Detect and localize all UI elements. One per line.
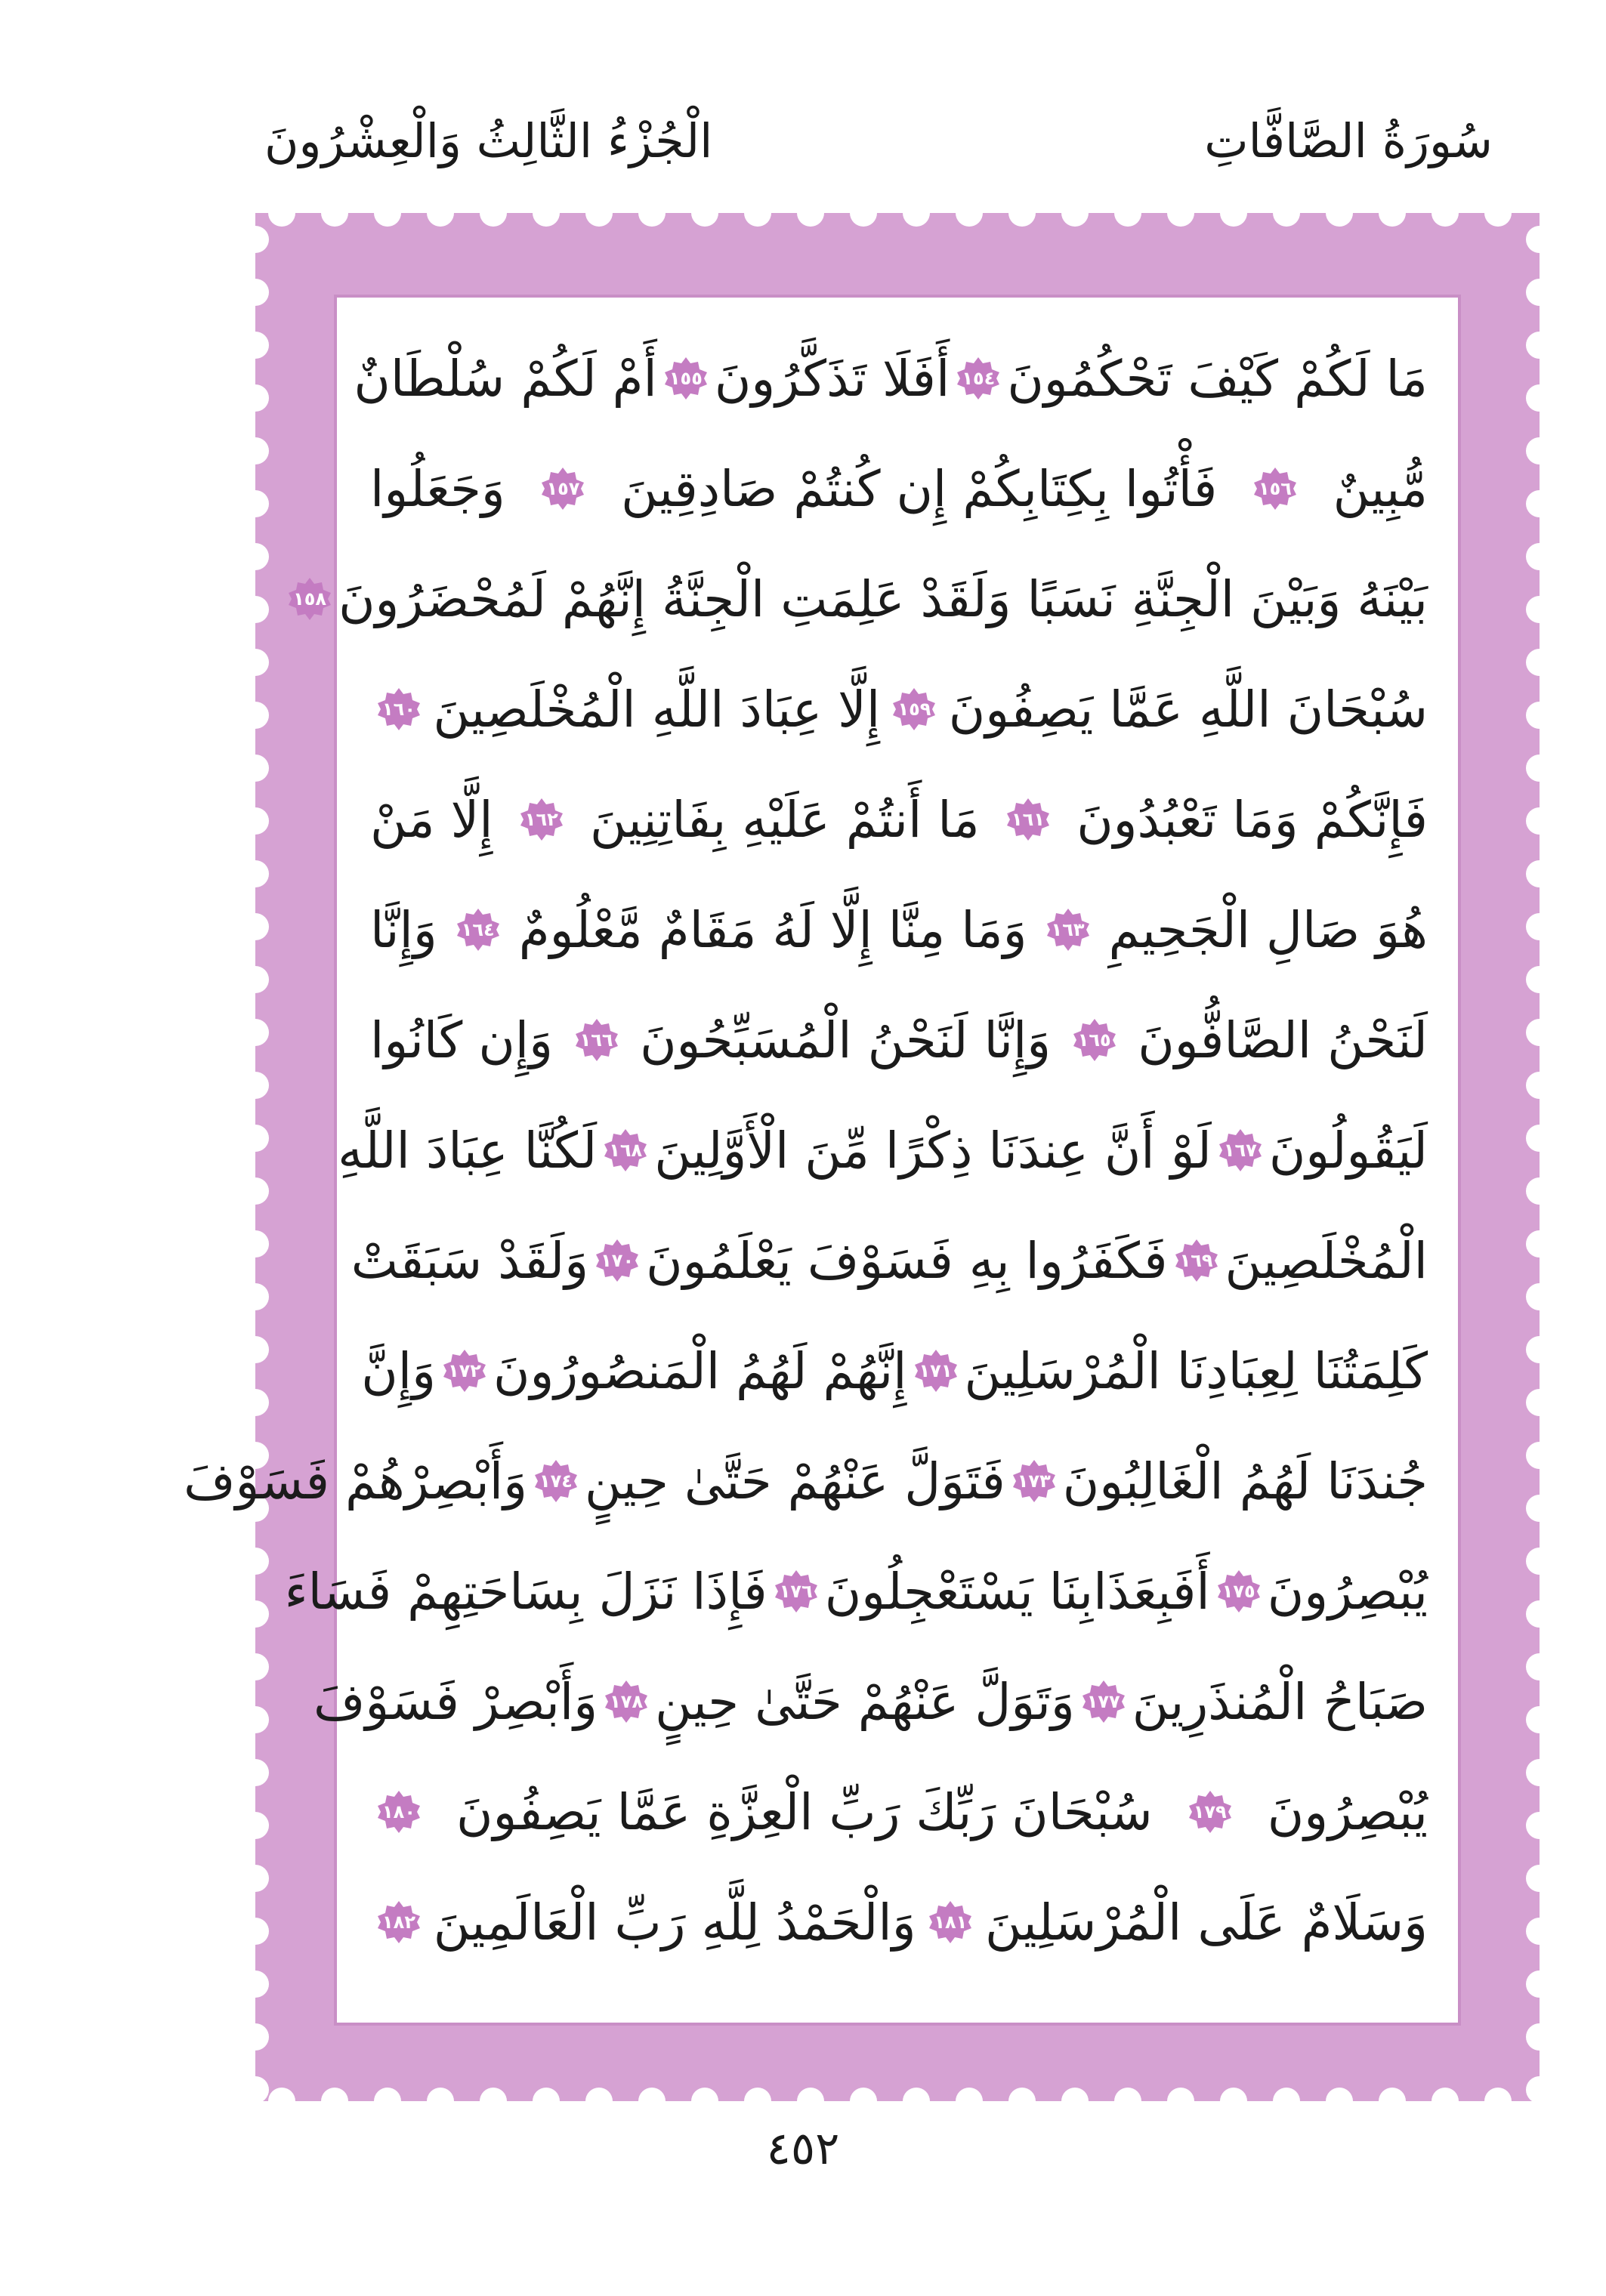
frame-scallop [850,2088,877,2101]
frame-scallop [255,1759,269,1786]
verse-line-7 [370,994,1428,1086]
frame-scallop [255,1653,269,1680]
ayah-number: ١٧٩ [1193,1801,1227,1822]
ayah-number: ١٧٦ [779,1581,813,1602]
frame-scallop [255,1336,269,1363]
frame-scallop [255,1706,269,1733]
line-text: إِنَّهُمْ لَهُمُ الْمَنصُورُونَ [493,1341,907,1400]
verse-line-10 [361,1325,1428,1417]
ayah-marker [519,797,564,842]
line-text: يُبْصِرُونَ [1267,1782,1428,1841]
frame-scallop [255,1389,269,1416]
verse-line-14 [370,1766,1428,1858]
frame-scallop [480,2088,507,2101]
frame-scallop [1008,2088,1036,2101]
line-text: فَإِنَّكُمْ وَمَا تَعْبُدُونَ [1076,790,1428,849]
ayah-marker [595,1238,640,1283]
frame-scallop [1526,1389,1540,1416]
frame-scallop [903,2088,930,2101]
frame-scallop [1526,1177,1540,1205]
frame-scallop [255,1177,269,1205]
ayah-number: ١٨٠ [382,1801,415,1822]
ayah-marker [1011,1458,1057,1504]
frame-scallop [255,1283,269,1310]
ayah-number: ١٦٦ [579,1029,613,1051]
verse-line-15 [370,1876,1428,1968]
frame-scallop [691,2088,718,2101]
frame-scallop [268,2088,295,2101]
ayah-marker [1218,1128,1263,1173]
ayah-marker [574,1017,619,1063]
frame-scallop [255,649,269,676]
frame-scallop [255,1548,269,1575]
line-text: صَبَاحُ الْمُنذَرِينَ [1132,1672,1428,1731]
frame-scallop [1526,702,1540,729]
frame-scallop [255,755,269,782]
ayah-marker [928,1899,973,1945]
frame-scallop [1526,1706,1540,1733]
line-text: وَإِنَّ [361,1341,436,1400]
frame-scallop [691,213,718,227]
verse-line-13 [313,1656,1428,1748]
ayah-number: ١٦٠ [382,699,415,720]
frame-scallop [1061,213,1089,227]
frame-scallop [255,2076,269,2101]
verse-line-3 [293,553,1428,645]
ayah-marker [1081,1679,1126,1724]
line-text: وَإِنَّا [370,900,437,959]
frame-scallop [255,913,269,940]
frame-scallop [797,213,824,227]
frame-scallop [1167,213,1194,227]
line-text: مَا أَنتُمْ عَلَيْهِ بِفَاتِنِينَ [589,790,980,849]
frame-scallop [850,213,877,227]
ayah-number: ١٦٣ [1051,919,1085,940]
frame-scallop [255,1918,269,1945]
frame-scallop [1526,1125,1540,1152]
frame-scallop [956,2088,983,2101]
ayah-number: ١٦٥ [1077,1029,1111,1051]
line-text: وَالْحَمْدُ لِلَّهِ رَبِّ الْعَالَمِينَ [433,1893,916,1952]
frame-scallop [1273,2088,1300,2101]
verse-line-11 [184,1435,1428,1527]
verse-line-5 [370,773,1428,866]
ayah-number: ١٧٤ [539,1470,573,1492]
ayah-number: ١٧٨ [610,1691,644,1712]
frame-scallop [255,1812,269,1839]
frame-scallop [903,213,930,227]
line-text: الْمُخْلَصِينَ [1225,1231,1428,1290]
line-text: فَأْتُوا بِكِتَابِكُمْ إِن كُنتُمْ صَادِقِينَ [621,459,1218,518]
ayah-marker [1174,1238,1219,1283]
page-number: ٤٥٢ [766,2122,840,2175]
frame-scallop [1526,1918,1540,1945]
ayah-number: ١٨١ [934,1912,968,1933]
frame-scallop [427,213,454,227]
page-header [0,113,1606,196]
line-text: وَجَعَلُوا [370,459,505,518]
line-text: فَتَوَلَّ عَنْهُمْ حَتَّىٰ حِينٍ [584,1452,1005,1511]
frame-scallop [1526,490,1540,517]
ayah-marker [956,356,1001,401]
frame-scallop [1526,437,1540,464]
frame-scallop [255,279,269,306]
frame-scallop [1526,1072,1540,1099]
ayah-marker [376,1899,422,1945]
ayah-marker [533,1458,579,1504]
line-text: جُندَنَا لَهُمُ الْغَالِبُونَ [1062,1452,1428,1511]
frame-scallop [1526,1230,1540,1258]
ayah-number: ١٧٥ [1221,1581,1255,1602]
frame-scallop [1526,649,1540,676]
ayah-number: ١٧١ [919,1360,953,1381]
frame-scallop [1526,1442,1540,1469]
line-text: وَأَبْصِرْهُمْ فَسَوْفَ [184,1452,527,1511]
ayah-number: ١٦٩ [1179,1250,1213,1271]
verse-line-2 [370,443,1428,535]
ayah-marker [376,1789,422,1835]
ayah-number: ١٥٦ [1258,478,1292,499]
ayah-number: ١٧٧ [1086,1691,1120,1712]
frame-scallop [255,384,269,412]
frame-scallop [1526,2023,1540,2051]
ayah-marker [913,1348,959,1393]
frame-scallop [956,213,983,227]
frame-scallop [1526,860,1540,887]
ayah-marker [456,907,501,952]
frame-scallop [1526,1600,1540,1628]
frame-scallop [1114,213,1141,227]
frame-scallop [1526,543,1540,570]
ayah-number: ١٧٣ [1017,1470,1051,1492]
ayah-marker [442,1348,487,1393]
ayah-number: ١٧٠ [601,1250,635,1271]
frame-scallop [255,1230,269,1258]
ayah-marker [287,576,332,622]
frame-scallop [1526,2076,1540,2101]
line-text: لَيَقُولُونَ [1268,1121,1428,1180]
ayah-marker [1072,1017,1117,1063]
line-text: وَإِن كَانُوا [370,1011,554,1069]
frame-scallop [1526,1759,1540,1786]
ayah-marker [1216,1569,1262,1614]
ayah-number: ١٥٧ [546,478,580,499]
frame-scallop [585,2088,613,2101]
frame-scallop [1326,2088,1353,2101]
juz-title: الْجُزْءُ الثَّالِثُ وَالْعِشْرُونَ [264,113,713,168]
ayah-number: ١٦٨ [609,1140,643,1161]
frame-scallop [374,2088,401,2101]
line-text: أَمْ لَكُمْ سُلْطَانٌ [354,349,657,408]
verse-lines [184,332,1428,1994]
line-text: فَإِذَا نَزَلَ بِسَاحَتِهِمْ فَسَاءَ [284,1562,767,1621]
frame-scallop [1526,1019,1540,1046]
line-text: إِلَّا عِبَادَ اللَّهِ الْمُخْلَصِينَ [433,680,881,739]
frame-scallop [1526,1336,1540,1363]
verse-line-4 [370,663,1428,755]
ayah-marker [663,356,709,401]
ayah-number: ١٦٤ [461,919,495,940]
line-text: وَأَبْصِرْ فَسَوْفَ [313,1672,598,1731]
line-text: هُوَ صَالِ الْجَحِيمِ [1108,900,1428,959]
line-text: إِلَّا مَنْ [370,790,493,849]
frame-scallop [1220,2088,1247,2101]
line-text: لَنَحْنُ الصَّافُّونَ [1138,1011,1428,1069]
ayah-number: ١٥٩ [897,699,931,720]
ayah-number: ١٨٢ [382,1912,415,1933]
frame-scallop [744,2088,771,2101]
ayah-marker [604,1679,649,1724]
frame-scallop [1526,226,1540,253]
frame-scallop [638,2088,666,2101]
frame-scallop [255,543,269,570]
line-text: مَا لَكُمْ كَيْفَ تَحْكُمُونَ [1007,349,1428,408]
frame-scallop [1484,2088,1512,2101]
frame-scallop [255,226,269,253]
frame-scallop [1526,1653,1540,1680]
line-text: سُبْحَانَ اللَّهِ عَمَّا يَصِفُونَ [948,680,1428,739]
frame-scallop [1273,213,1300,227]
frame-scallop [1526,1495,1540,1522]
frame-scallop [255,807,269,835]
ayah-marker [1188,1789,1233,1835]
frame-scallop [585,213,613,227]
frame-scallop [255,1865,269,1892]
line-text: يُبْصِرُونَ [1267,1562,1428,1621]
verse-line-9 [351,1214,1428,1307]
frame-scallop [321,213,348,227]
verse-line-12 [284,1545,1428,1637]
line-text: وَلَقَدْ سَبَقَتْ [351,1231,589,1290]
ayah-number: ١٦١ [1011,809,1045,830]
ayah-number: ١٥٥ [669,368,703,389]
frame-scallop [255,1072,269,1099]
ayah-marker [774,1569,819,1614]
frame-scallop [1526,596,1540,623]
frame-scallop [1114,2088,1141,2101]
frame-scallop [1167,2088,1194,2101]
line-text: لَكُنَّا عِبَادَ اللَّهِ [338,1121,598,1180]
ayah-marker [891,687,937,732]
frame-scallop [427,2088,454,2101]
frame-scallop [1526,384,1540,412]
frame-scallop [255,860,269,887]
verse-line-1 [354,332,1428,424]
frame-scallop [797,2088,824,2101]
frame-scallop [1526,279,1540,306]
frame-scallop [255,2023,269,2051]
line-text: فَكَفَرُوا بِهِ فَسَوْفَ يَعْلَمُونَ [646,1231,1168,1290]
frame-scallop [1484,213,1512,227]
ayah-number: ١٧٢ [447,1360,481,1381]
surah-title: سُورَةُ الصَّافَّاتِ [1204,113,1493,168]
frame-scallop [255,490,269,517]
ayah-number: ١٦٢ [524,809,558,830]
frame-scallop [1526,1865,1540,1892]
ayah-number: ١٥٤ [962,368,996,389]
frame-scallop [1526,332,1540,359]
frame-scallop [268,213,295,227]
frame-scallop [744,213,771,227]
frame-scallop [255,437,269,464]
frame-scallop [255,1600,269,1628]
ayah-marker [376,687,422,732]
frame-scallop [255,1125,269,1152]
line-text: لَوْ أَنَّ عِندَنَا ذِكْرًا مِّنَ الْأَوَّلِينَ [654,1121,1212,1180]
frame-scallop [1526,1812,1540,1839]
frame-scallop [374,213,401,227]
frame-scallop [1526,913,1540,940]
line-text: وَتَوَلَّ عَنْهُمْ حَتَّىٰ حِينٍ [655,1672,1075,1731]
frame-scallop [255,1019,269,1046]
frame-scallop [1379,2088,1406,2101]
frame-scallop [255,596,269,623]
frame-scallop [1526,1283,1540,1310]
frame-scallop [1526,1548,1540,1575]
frame-scallop [1220,213,1247,227]
frame-scallop [533,213,560,227]
ayah-marker [1045,907,1091,952]
verse-line-8 [338,1104,1428,1196]
frame-scallop [255,966,269,993]
frame-scallop [255,1970,269,1998]
frame-scallop [1432,213,1459,227]
frame-scallop [1379,213,1406,227]
frame-scallop [1526,966,1540,993]
frame-scallop [1526,807,1540,835]
frame-scallop [255,702,269,729]
line-text: أَفَبِعَذَابِنَا يَسْتَعْجِلُونَ [824,1562,1210,1621]
frame-scallop [321,2088,348,2101]
ayah-marker [603,1128,648,1173]
verse-line-6 [370,884,1428,976]
line-text: مُّبِينٌ [1333,459,1428,518]
ayah-marker [1005,797,1051,842]
frame-scallop [533,2088,560,2101]
line-text: أَفَلَا تَذَكَّرُونَ [714,349,950,408]
frame-scallop [1432,2088,1459,2101]
ayah-marker [1252,466,1298,511]
line-text: وَإِنَّا لَنَحْنُ الْمُسَبِّحُونَ [640,1011,1052,1069]
frame-scallop [1061,2088,1089,2101]
line-text: كَلِمَتُنَا لِعِبَادِنَا الْمُرْسَلِينَ [964,1341,1428,1400]
ayah-number: ١٦٧ [1223,1140,1257,1161]
ayah-marker [540,466,585,511]
line-text: بَيْنَهُ وَبَيْنَ الْجِنَّةِ نَسَبًا وَلَقَدْ عَلِمَتِ الْجِنَّةُ إِنَّهُمْ لَمُحْضَرُونَ [338,569,1428,628]
frame-scallop [255,332,269,359]
ayah-number: ١٥٨ [293,588,327,609]
frame-scallop [1526,755,1540,782]
frame-scallop [1326,213,1353,227]
frame-scallop [480,213,507,227]
frame-scallop [1008,213,1036,227]
line-text: وَسَلَامٌ عَلَى الْمُرْسَلِينَ [985,1893,1428,1952]
frame-scallop [1526,1970,1540,1998]
frame-scallop [638,213,666,227]
line-text: سُبْحَانَ رَبِّكَ رَبِّ الْعِزَّةِ عَمَّا يَصِفُونَ [456,1782,1153,1841]
line-text: وَمَا مِنَّا إِلَّا لَهُ مَقَامٌ مَّعْلُومٌ [518,900,1027,959]
